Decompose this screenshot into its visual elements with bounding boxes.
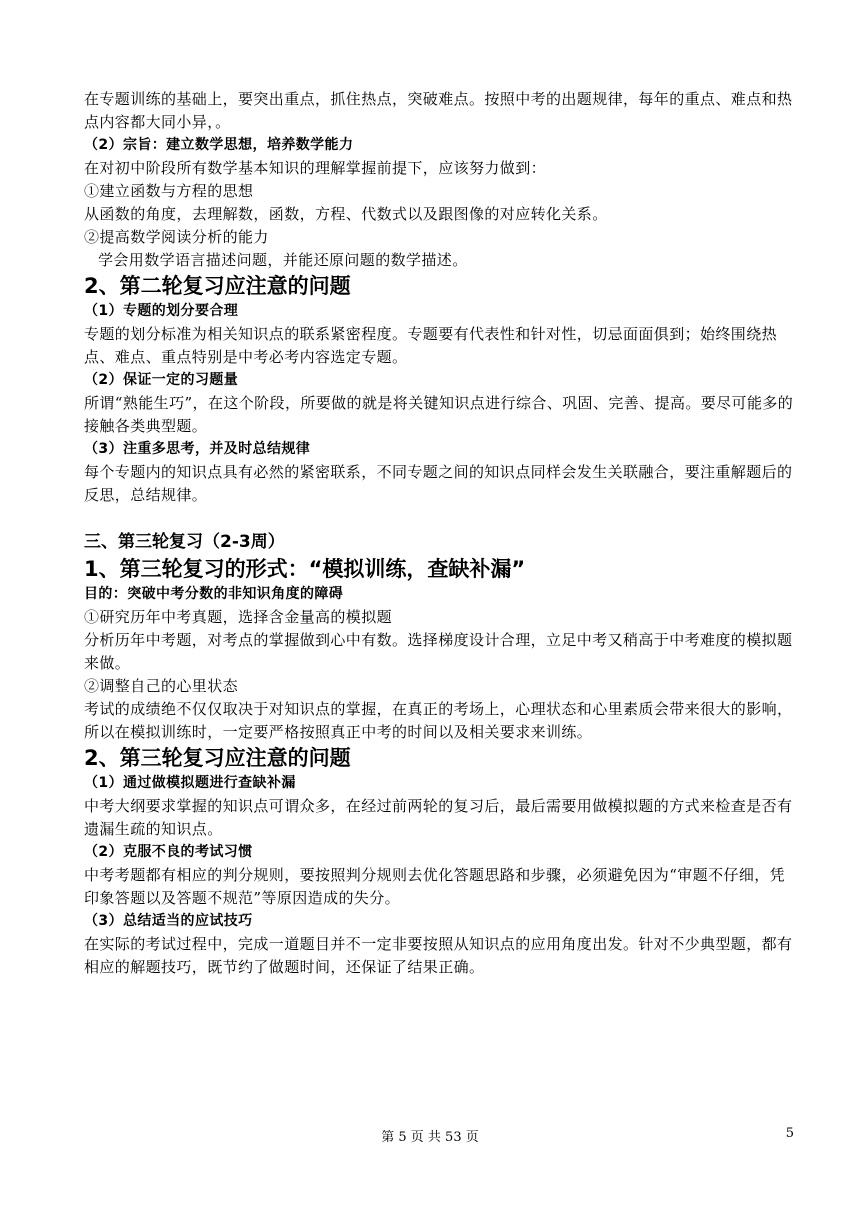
chapter-heading: 三、第三轮复习（2-3周） — [84, 532, 285, 552]
paragraph: 中考考题都有相应的判分规则，要按照判分规则去优化答题思路和步骤，必须避免因为“审题不仔细，凭印象答题以及答题不规范”等原因造成的失分。 — [84, 866, 786, 907]
subheading: （3）总结适当的应试技巧 — [84, 913, 253, 929]
page-number: 5 — [785, 1126, 794, 1141]
subheading: （2）宗旨：建立数学思想，培养数学能力 — [84, 137, 354, 153]
list-item: ②调整自己的心里状态 — [84, 677, 239, 695]
subheading: （2）克服不良的考试习惯 — [84, 844, 253, 860]
subheading: （2）保证一定的习题量 — [84, 372, 239, 388]
page-count-label: 第 5 页 共 53 页 — [381, 1130, 479, 1145]
document-page — [84, 88, 796, 979]
paragraph: 所谓“熟能生巧”，在这个阶段，所要做的就是将关键知识点进行综合、巩固、完善、提高。要尽可能多的接触各类典型题。 — [84, 394, 794, 435]
paragraph: 从函数的角度，去理解数，函数，方程、代数式以及跟图像的对应转化关系。 — [84, 205, 608, 223]
paragraph: 在对初中阶段所有数学基本知识的理解掌握前提下，应该努力做到： — [84, 159, 547, 177]
section-heading: 2、第三轮复习应注意的问题 — [84, 746, 351, 770]
paragraph: 在实际的考试过程中，完成一道题目并不一定非要按照从知识点的应用角度出发。针对不少典型题，都有相应的解题技巧，既节约了做题时间，还保证了结果正确。 — [84, 935, 793, 976]
paragraph: 专题的划分标准为相关知识点的联系紧密程度。专题要有代表性和针对性，切忌面面俱到；始终围绕热点、难点、重点特别是中考必考内容选定专题。 — [84, 325, 778, 366]
list-item: ①建立函数与方程的思想 — [84, 182, 254, 200]
list-item: ①研究历年中考真题，选择含金量高的模拟题 — [84, 608, 393, 626]
paragraph: 分析历年中考题，对考点的掌握做到心中有数。选择梯度设计合理，立足中考又稍高于中考难度的模拟题来做。 — [84, 631, 793, 672]
section-heading: 1、第三轮复习的形式：“模拟训练，查缺补漏” — [84, 557, 526, 581]
paragraph: 考试的成绩绝不仅仅取决于对知识点的掌握，在真正的考场上，心理状态和心里素质会带来很大的影响，所以在模拟训练时，一定要严格按照真正中考的时间以及相关要求来训练。 — [84, 700, 793, 741]
paragraph: 学会用数学语言描述问题，并能还原问题的数学描述。 — [98, 251, 468, 269]
subheading: 目的：突破中考分数的非知识角度的障碍 — [84, 586, 344, 602]
paragraph: 中考大纲要求掌握的知识点可谓众多，在经过前两轮的复习后，最后需要用做模拟题的方式来检查是否有遗漏生疏的知识点。 — [84, 797, 793, 838]
subheading: （3）注重多思考，并及时总结规律 — [84, 441, 311, 457]
spacer — [84, 507, 796, 529]
paragraph: 在专题训练的基础上，要突出重点，抓住热点，突破难点。按照中考的出题规律，每年的重点、难点和热点内容都大同小异，。 — [84, 90, 793, 131]
subheading: （1）通过做模拟题进行查缺补漏 — [84, 775, 296, 791]
list-item: ②提高数学阅读分析的能力 — [84, 228, 269, 246]
section-heading: 2、第二轮复习应注意的问题 — [84, 274, 351, 298]
paragraph: 每个专题内的知识点具有必然的紧密联系，不同专题之间的知识点同样会发生关联融合，要注重解题后的反思，总结规律。 — [84, 463, 793, 504]
subheading: （1）专题的划分要合理 — [84, 303, 239, 319]
